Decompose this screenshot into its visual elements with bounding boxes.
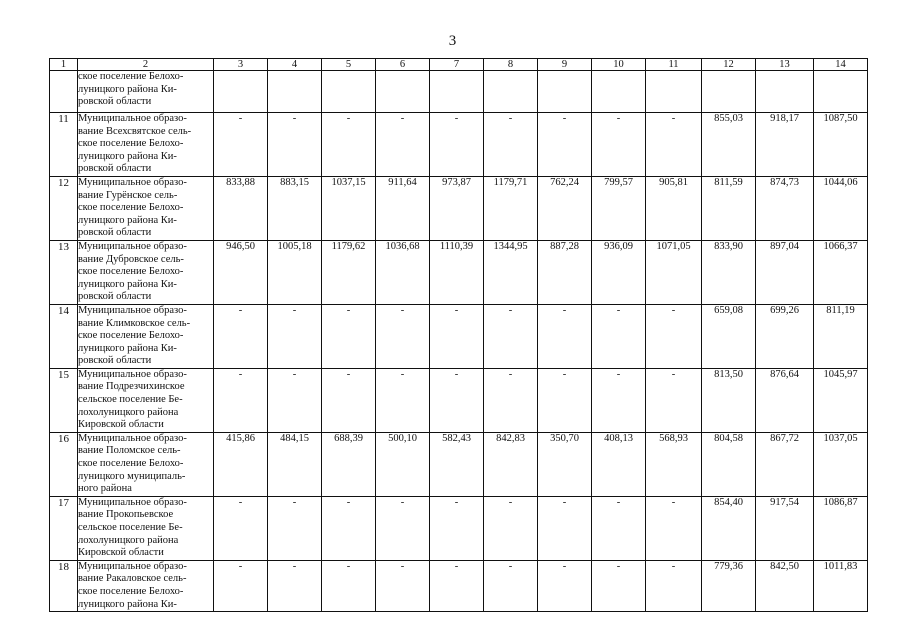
- value-cell-col-11: 1071,05: [646, 240, 702, 304]
- municipality-name-line: ское поселение Белохо-: [78, 71, 184, 82]
- value-cell-col-4: -: [268, 304, 322, 368]
- row-number: 17: [50, 496, 78, 560]
- column-header-1: 1: [50, 59, 78, 71]
- value-cell-col-13: 874,73: [756, 176, 814, 240]
- value-cell-col-7: [430, 71, 484, 113]
- value-cell-col-7: 582,43: [430, 432, 484, 496]
- value-cell-col-7: -: [430, 560, 484, 611]
- value-cell-col-6: [376, 71, 430, 113]
- municipality-name-line: сельское поселение Бе-: [78, 394, 183, 406]
- value-cell-col-9: -: [538, 560, 592, 611]
- value-cell-col-10: -: [592, 113, 646, 177]
- value-cell-col-5: -: [322, 113, 376, 177]
- value-cell-col-8: 1344,95: [484, 240, 538, 304]
- value-cell-col-4: -: [268, 113, 322, 177]
- column-header-8: 8: [484, 59, 538, 71]
- municipality-name: [78, 496, 214, 560]
- municipality-name: [78, 176, 214, 240]
- value-cell-col-9: 762,24: [538, 176, 592, 240]
- value-cell-col-8: -: [484, 304, 538, 368]
- column-header-7: 7: [430, 59, 484, 71]
- value-cell-col-14: [814, 71, 868, 113]
- value-cell-col-10: -: [592, 496, 646, 560]
- row-number: 12: [50, 176, 78, 240]
- value-cell-col-11: -: [646, 304, 702, 368]
- municipality-name-line: вание Всехсвятское сель-: [78, 125, 192, 137]
- value-cell-col-12: [702, 71, 756, 113]
- municipality-name: [78, 432, 214, 496]
- value-cell-col-5: 1037,15: [322, 176, 376, 240]
- value-cell-col-6: -: [376, 304, 430, 368]
- value-cell-col-11: -: [646, 560, 702, 611]
- value-cell-col-12: 659,08: [702, 304, 756, 368]
- municipality-name-line: ровской области: [78, 227, 152, 239]
- value-cell-col-4: -: [268, 560, 322, 611]
- value-cell-col-8: [484, 71, 538, 113]
- municipality-name-line: ровской области: [78, 355, 152, 367]
- value-cell-col-4: 484,15: [268, 432, 322, 496]
- row-number: 11: [50, 113, 78, 177]
- value-cell-col-8: -: [484, 113, 538, 177]
- municipality-name-line: луницкого района Ки-: [78, 598, 177, 610]
- value-cell-col-4: 1005,18: [268, 240, 322, 304]
- value-cell-col-10: -: [592, 304, 646, 368]
- column-header-5: 5: [322, 59, 376, 71]
- value-cell-col-3: 946,50: [214, 240, 268, 304]
- column-header-4: 4: [268, 59, 322, 71]
- row-number: [50, 71, 78, 113]
- value-cell-col-5: 1179,62: [322, 240, 376, 304]
- value-cell-col-9: 350,70: [538, 432, 592, 496]
- value-cell-col-3: -: [214, 560, 268, 611]
- municipality-name-line: ного района: [78, 483, 132, 495]
- table-row: [50, 176, 868, 240]
- table-body: [50, 71, 868, 612]
- value-cell-col-8: 1179,71: [484, 176, 538, 240]
- value-cell-col-4: [268, 71, 322, 113]
- municipality-name-line: Муниципальное образо-: [78, 176, 187, 188]
- municipality-name-line: луницкого района Ки-: [78, 83, 177, 95]
- value-cell-col-6: -: [376, 113, 430, 177]
- value-cell-col-13: 897,04: [756, 240, 814, 304]
- value-cell-col-7: -: [430, 368, 484, 432]
- value-cell-col-14: 811,19: [814, 304, 868, 368]
- value-cell-col-14: 1044,06: [814, 176, 868, 240]
- municipality-name: [78, 368, 214, 432]
- value-cell-col-6: 911,64: [376, 176, 430, 240]
- value-cell-col-6: -: [376, 560, 430, 611]
- table-row: [50, 432, 868, 496]
- value-cell-col-6: -: [376, 496, 430, 560]
- value-cell-col-10: 936,09: [592, 240, 646, 304]
- municipality-name-line: Кировской области: [78, 419, 164, 431]
- value-cell-col-8: -: [484, 368, 538, 432]
- value-cell-col-9: -: [538, 113, 592, 177]
- municipality-name-line: вание Гурёнское сель-: [78, 189, 178, 201]
- value-cell-col-8: -: [484, 496, 538, 560]
- municipality-name-line: ское поселение Белохо-: [78, 138, 184, 150]
- municipality-name-line: вание Прокопьевское: [78, 509, 174, 521]
- municipality-name-line: вание Климковское сель-: [78, 317, 191, 329]
- column-number-row: [50, 59, 868, 71]
- municipality-name-line: луницкого муниципаль-: [78, 470, 186, 482]
- municipality-name-line: Муниципальное образо-: [78, 240, 187, 252]
- municipality-name-line: вание Ракаловское сель-: [78, 573, 187, 585]
- value-cell-col-10: -: [592, 368, 646, 432]
- municipality-name-line: ское поселение Белохо-: [78, 458, 184, 470]
- column-header-10: 10: [592, 59, 646, 71]
- value-cell-col-14: 1066,37: [814, 240, 868, 304]
- column-header-2: 2: [78, 59, 214, 71]
- column-header-9: 9: [538, 59, 592, 71]
- municipality-name-line: Муниципальное образо-: [78, 304, 187, 316]
- value-cell-col-11: 905,81: [646, 176, 702, 240]
- municipality-name: [78, 304, 214, 368]
- row-number: 16: [50, 432, 78, 496]
- municipality-name-line: ское поселение Белохо-: [78, 266, 184, 278]
- municipality-name-line: сельское поселение Бе-: [78, 522, 183, 533]
- value-cell-col-3: 415,86: [214, 432, 268, 496]
- municipality-name-line: луницкого района Ки-: [78, 342, 177, 354]
- municipality-name-line: ское поселение Белохо-: [78, 330, 184, 342]
- value-cell-col-11: [646, 71, 702, 113]
- value-cell-col-13: 918,17: [756, 113, 814, 177]
- value-cell-col-5: -: [322, 304, 376, 368]
- municipality-name-line: вание Дубровское сель-: [78, 253, 184, 265]
- column-header-14: 14: [814, 59, 868, 71]
- row-number: 13: [50, 240, 78, 304]
- table-row: [50, 113, 868, 177]
- municipality-name-line: ское поселение Белохо-: [78, 202, 184, 214]
- value-cell-col-11: -: [646, 368, 702, 432]
- column-header-13: 13: [756, 59, 814, 71]
- municipality-name-line: луницкого района Ки-: [78, 214, 177, 226]
- municipality-name-line: Муниципальное образо-: [78, 496, 187, 508]
- value-cell-col-7: -: [430, 113, 484, 177]
- municipality-name-line: вание Подрезчихинское: [78, 381, 185, 393]
- municipality-name-line: ровской области: [78, 163, 152, 175]
- municipality-name-line: лохолуницкого района: [78, 406, 179, 418]
- value-cell-col-12: 813,50: [702, 368, 756, 432]
- municipality-name-line: Муниципальное образо-: [78, 113, 187, 124]
- table-row: [50, 71, 868, 113]
- value-cell-col-14: 1087,50: [814, 113, 868, 177]
- table-row: [50, 304, 868, 368]
- value-cell-col-14: 1037,05: [814, 432, 868, 496]
- municipality-name-line: ровской области: [78, 291, 152, 303]
- value-cell-col-4: -: [268, 496, 322, 560]
- table-row: [50, 368, 868, 432]
- tariff-table: [49, 58, 868, 612]
- municipality-name: [78, 71, 214, 113]
- value-cell-col-7: -: [430, 496, 484, 560]
- municipality-name-line: луницкого района Ки-: [78, 278, 177, 290]
- value-cell-col-9: 887,28: [538, 240, 592, 304]
- value-cell-col-3: -: [214, 304, 268, 368]
- value-cell-col-10: 799,57: [592, 176, 646, 240]
- value-cell-col-12: 804,58: [702, 432, 756, 496]
- municipality-name: [78, 560, 214, 611]
- value-cell-col-5: -: [322, 560, 376, 611]
- value-cell-col-13: [756, 71, 814, 113]
- row-number: 14: [50, 304, 78, 368]
- column-header-11: 11: [646, 59, 702, 71]
- column-header-3: 3: [214, 59, 268, 71]
- column-header-6: 6: [376, 59, 430, 71]
- value-cell-col-3: -: [214, 368, 268, 432]
- value-cell-col-7: 1110,39: [430, 240, 484, 304]
- value-cell-col-9: -: [538, 496, 592, 560]
- value-cell-col-13: 867,72: [756, 432, 814, 496]
- value-cell-col-13: 876,64: [756, 368, 814, 432]
- value-cell-col-7: -: [430, 304, 484, 368]
- value-cell-col-9: -: [538, 368, 592, 432]
- value-cell-col-14: 1086,87: [814, 496, 868, 560]
- value-cell-col-5: -: [322, 496, 376, 560]
- value-cell-col-11: 568,93: [646, 432, 702, 496]
- value-cell-col-5: 688,39: [322, 432, 376, 496]
- value-cell-col-8: -: [484, 560, 538, 611]
- municipality-name-line: Муниципальное образо-: [78, 432, 187, 444]
- value-cell-col-4: 883,15: [268, 176, 322, 240]
- value-cell-col-5: [322, 71, 376, 113]
- value-cell-col-6: 500,10: [376, 432, 430, 496]
- value-cell-col-11: -: [646, 496, 702, 560]
- value-cell-col-12: 833,90: [702, 240, 756, 304]
- value-cell-col-5: -: [322, 368, 376, 432]
- table-row: [50, 496, 868, 560]
- municipality-name-line: лохолуницкого района: [78, 534, 179, 546]
- municipality-name: [78, 240, 214, 304]
- municipality-name-line: Кировской области: [78, 547, 164, 559]
- value-cell-col-9: -: [538, 304, 592, 368]
- row-number: 15: [50, 368, 78, 432]
- value-cell-col-8: 842,83: [484, 432, 538, 496]
- value-cell-col-10: -: [592, 560, 646, 611]
- value-cell-col-12: 811,59: [702, 176, 756, 240]
- value-cell-col-10: 408,13: [592, 432, 646, 496]
- value-cell-col-11: -: [646, 113, 702, 177]
- page-number: 3: [448, 33, 457, 49]
- value-cell-col-12: 854,40: [702, 496, 756, 560]
- municipality-name-line: ское поселение Белохо-: [78, 585, 184, 597]
- table-header: [50, 59, 868, 71]
- value-cell-col-9: [538, 71, 592, 113]
- value-cell-col-3: [214, 71, 268, 113]
- value-cell-col-12: 779,36: [702, 560, 756, 611]
- table-row: [50, 240, 868, 304]
- value-cell-col-3: -: [214, 113, 268, 177]
- value-cell-col-6: 1036,68: [376, 240, 430, 304]
- value-cell-col-4: -: [268, 368, 322, 432]
- municipality-name-line: Муниципальное образо-: [78, 560, 187, 572]
- value-cell-col-7: 973,87: [430, 176, 484, 240]
- value-cell-col-10: [592, 71, 646, 113]
- value-cell-col-14: 1045,97: [814, 368, 868, 432]
- value-cell-col-13: 842,50: [756, 560, 814, 611]
- municipality-name: [78, 113, 214, 177]
- municipality-name-line: ровской области: [78, 96, 152, 108]
- municipality-name-line: луницкого района Ки-: [78, 150, 177, 162]
- value-cell-col-3: 833,88: [214, 176, 268, 240]
- value-cell-col-14: 1011,83: [814, 560, 868, 611]
- municipality-name-line: вание Поломское сель-: [78, 445, 181, 457]
- value-cell-col-13: 699,26: [756, 304, 814, 368]
- value-cell-col-12: 855,03: [702, 113, 756, 177]
- value-cell-col-6: -: [376, 368, 430, 432]
- value-cell-col-13: 917,54: [756, 496, 814, 560]
- municipality-name-line: Муниципальное образо-: [78, 368, 187, 380]
- value-cell-col-3: -: [214, 496, 268, 560]
- table-row: [50, 560, 868, 611]
- row-number: 18: [50, 560, 78, 611]
- column-header-12: 12: [702, 59, 756, 71]
